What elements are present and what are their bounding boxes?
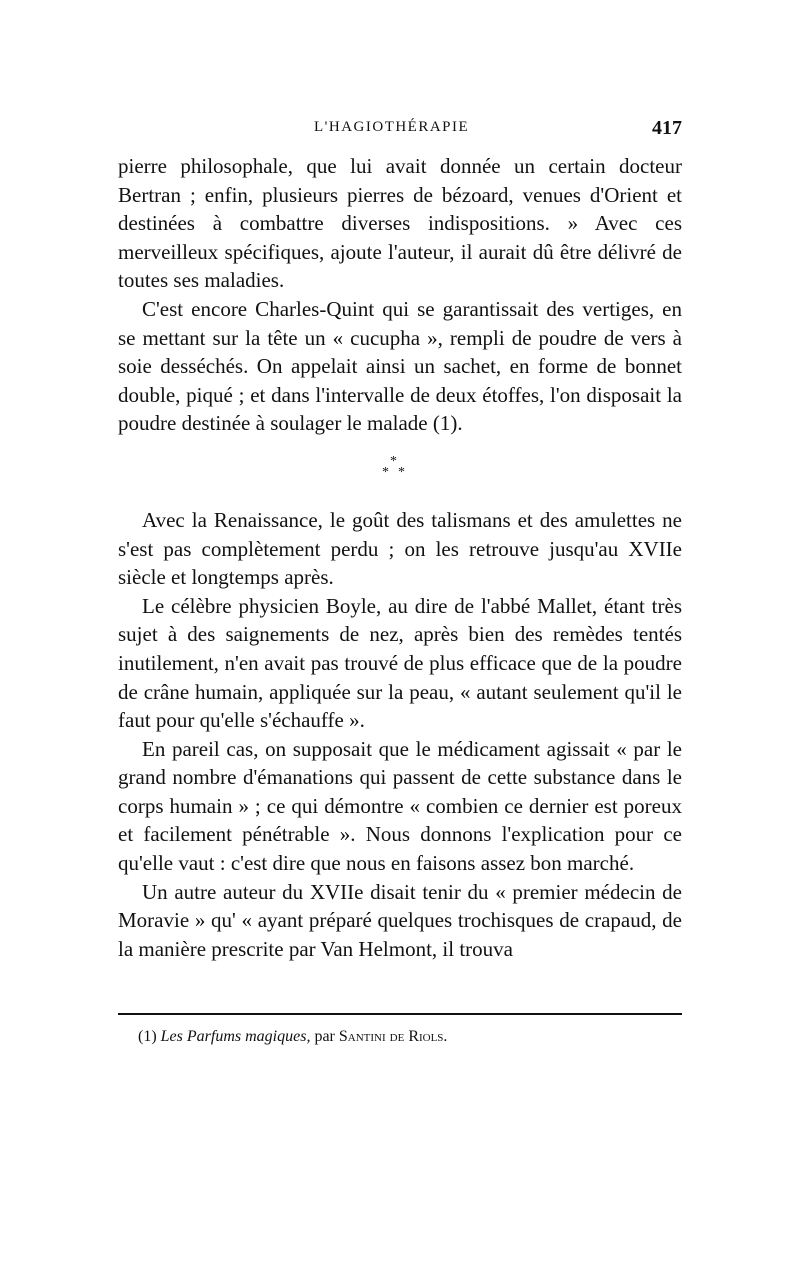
body-text — [118, 152, 682, 963]
asterism-star-top: * — [390, 453, 397, 469]
footnote — [138, 1026, 447, 1048]
section-break-asterism — [118, 438, 682, 506]
paragraph-6: Un autre auteur du XVIIe disait tenir du « premier médecin de Moravie » qu' « ayant préparé quelques trochisques de crapaud, de la manière prescrite par Van Helmont, il trouva — [118, 879, 682, 961]
footnote-title: Les Parfums magiques, — [160, 1028, 311, 1045]
running-head — [118, 117, 682, 141]
paragraph-5: En pareil cas, on supposait que le médicament agissait « par le grand nombre d'émanations qui passent de cette substance dans le corps humain » ; ce qui démontre « combien ce dernier est poreux et facilement pénétrable ». Nous donnons l'explication pour ce qu'elle vaut : c'est dire que nous en faisons assez bon marché. — [118, 736, 682, 876]
footnote-by: par — [314, 1028, 335, 1045]
page-number: 417 — [652, 117, 682, 139]
paragraph-4: Le célèbre physicien Boyle, au dire de l'abbé Mallet, étant très sujet à des saignements de nez, après bien des remèdes tentés inutilement, n'en avait pas trouvé de plus efficace que de la poudre de crâne humain, appliquée sur la peau, « autant seulement qu'il le faut pour qu'elle s'échauffe ». — [118, 593, 682, 733]
paragraph-3: Avec la Renaissance, le goût des talismans et des amulettes ne s'est pas complètement perdu ; on les retrouve jusqu'au XVIIe siècle et longtemps après. — [118, 507, 682, 590]
running-title: L'HAGIOTHÉRAPIE — [314, 119, 470, 135]
footnote-author: Santini de Riols. — [338, 1028, 448, 1045]
asterism-star-right: * — [398, 464, 405, 480]
book-page — [118, 0, 682, 1262]
paragraph-2: C'est encore Charles-Quint qui se garantissait des vertiges, en se mettant sur la tête un « cucupha », rempli de poudre de vers à soie desséchés. On appelait ainsi un sachet, en forme de bonnet double, piqué ; et dans l'intervalle de deux étoffes, l'on disposait la poudre destinée à soulager le malade (1). — [118, 296, 682, 436]
footnote-rule — [118, 1013, 682, 1015]
paragraph-1: pierre philosophale, que lui avait donnée un certain docteur Bertran ; enfin, plusieurs pierres de bézoard, venues d'Orient et destinées à combattre diverses indispositions. » Avec ces merveilleux spécifiques, ajoute l'auteur, il aurait dû être délivré de toutes ses maladies. — [118, 154, 682, 293]
asterism-star-left: * — [382, 464, 389, 480]
footnote-marker: (1) — [138, 1028, 157, 1045]
